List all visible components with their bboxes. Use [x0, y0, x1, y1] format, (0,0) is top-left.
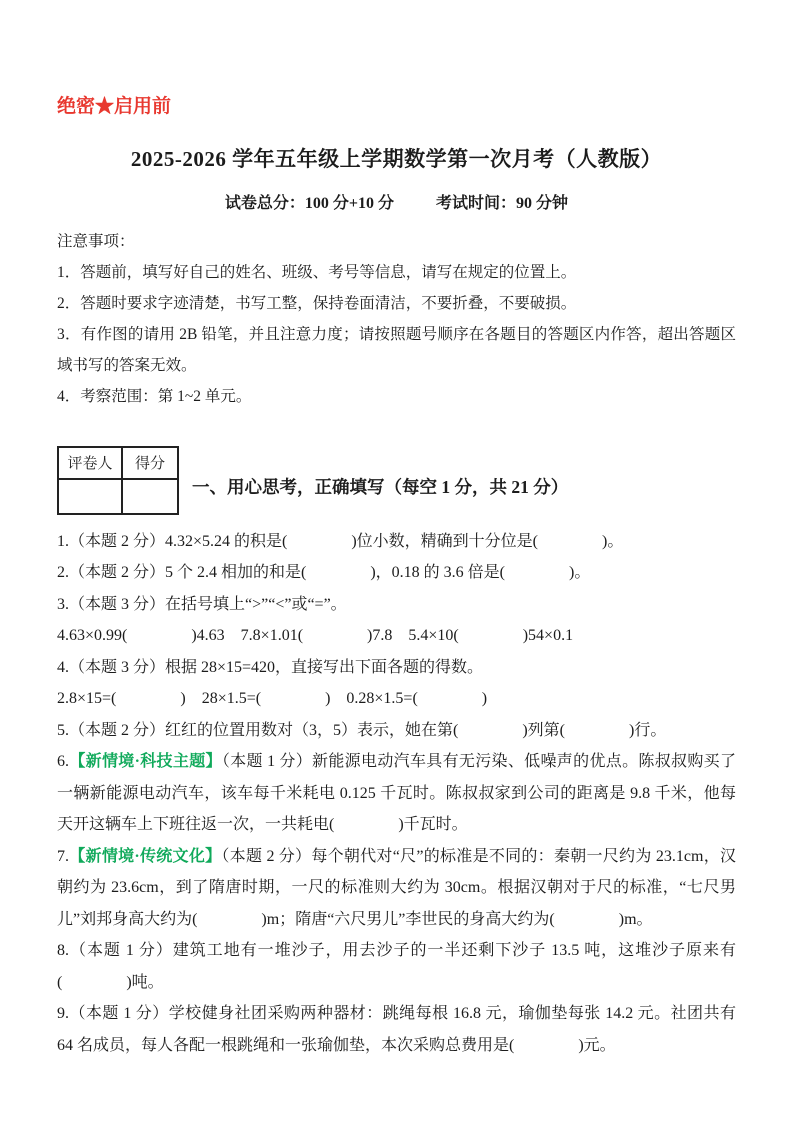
question-7-text: （本题 2 分）每个朝代对“尺”的标准是不同的：秦朝一尺约为 23.1cm，汉朝约为 23.6cm，到了隋唐时期，一尺的标准则大约为 30cm。根据汉朝对于尺的标准，“七尺男儿”刘邦身高大约为( )m；隋唐“六尺男儿”李世民的身高大约为( )m。: [57, 847, 736, 928]
question-7-theme-tag: 【新情境·传统文化】: [69, 847, 222, 865]
question-3-text: （本题 3 分）在括号填上“>”“<”或“=”。: [69, 595, 347, 613]
page-title: 2025-2026 学年五年级上学期数学第一次月考（人教版）: [130, 146, 663, 171]
question-7-number: 7.: [57, 847, 69, 865]
grader-table-header-score: 得分: [122, 447, 178, 479]
grader-row: [57, 446, 736, 515]
question-6-number: 6.: [57, 753, 69, 771]
question-5: [57, 715, 736, 747]
question-9-text: （本题 1 分）学校健身社团采购两种器材：跳绳每根 16.8 元，瑜伽垫每张 14.2 元。社团共有 64 名成员，每人各配一根跳绳和一张瑜伽垫，本次采购总费用是( )元。: [57, 1005, 736, 1054]
grader-table-cell-score: [122, 479, 178, 514]
grader-table-header-reviewer: 评卷人: [58, 447, 122, 479]
grader-table: [57, 446, 179, 515]
question-4-number: 4.: [57, 658, 69, 676]
question-3: [57, 589, 736, 621]
question-list: [57, 526, 736, 1062]
question-8-text: （本题 1 分）建筑工地有一堆沙子，用去沙子的一半还剩下沙子 13.5 吨，这堆沙子原来有( )吨。: [57, 942, 736, 991]
question-4-expressions: 2.8×15=( ) 28×1.5=( ) 0.28×1.5=( ): [57, 690, 488, 708]
notice-section: [57, 226, 736, 412]
question-5-number: 5.: [57, 721, 69, 739]
notice-item-2: 2．答题时要求字迹清楚，书写工整，保持卷面清洁，不要折叠，不要破损。: [57, 294, 577, 312]
question-2-number: 2.: [57, 564, 69, 582]
question-9-number: 9.: [57, 1005, 69, 1023]
question-4-text: （本题 3 分）根据 28×15=420，直接写出下面各题的得数。: [69, 658, 484, 676]
notice-item-4: 4．考察范围：第 1~2 单元。: [57, 387, 252, 405]
question-4: [57, 652, 736, 684]
question-6-text: （本题 1 分）新能源电动汽车具有无污染、低噪声的优点。陈叔叔购买了一辆新能源电动汽车，该车每千米耗电 0.125 千瓦时。陈叔叔家到公司的距离是 9.8 千米，他每天开这辆车上下班往返一次，一共耗电( )千瓦时。: [57, 753, 736, 834]
question-8-number: 8.: [57, 942, 69, 960]
notice-item-1: 1．答题前，填写好自己的姓名、班级、考号等信息，请写在规定的位置上。: [57, 263, 577, 281]
section-one-heading: 一、用心思考，正确填写（每空 1 分，共 21 分）: [192, 476, 569, 497]
question-1-number: 1.: [57, 532, 69, 550]
question-2: [57, 557, 736, 589]
notice-item-3: 3．有作图的请用 2B 铅笔，并且注意力度；请按照题号顺序在各题目的答题区内作答，超出答题区域书写的答案无效。: [57, 325, 736, 374]
question-1-text: （本题 2 分）4.32×5.24 的积是( )位小数，精确到十分位是( )。: [69, 532, 624, 550]
total-score-label: 试卷总分：100 分+10 分: [224, 194, 395, 212]
secrecy-label: 绝密★启用前: [57, 96, 172, 117]
question-6-theme-tag: 【新情境·科技主题】: [69, 753, 222, 771]
question-3-number: 3.: [57, 595, 69, 613]
question-9: [57, 998, 736, 1061]
question-2-text: （本题 2 分）5 个 2.4 相加的和是( )，0.18 的 3.6 倍是( )。: [69, 564, 591, 582]
exam-time-label: 考试时间：90 分钟: [436, 194, 569, 212]
question-6: [57, 746, 736, 841]
notice-heading: 注意事项：: [57, 232, 135, 250]
question-8: [57, 935, 736, 998]
question-3-expressions: 4.63×0.99( )4.63 7.8×1.01( )7.8 5.4×10( )54×0.1: [57, 627, 574, 645]
exam-meta: [57, 190, 736, 213]
grader-table-cell-reviewer: [58, 479, 122, 514]
question-1: [57, 526, 736, 558]
question-5-text: （本题 2 分）红红的位置用数对（3，5）表示，她在第( )列第( )行。: [69, 721, 667, 739]
question-7: [57, 841, 736, 936]
